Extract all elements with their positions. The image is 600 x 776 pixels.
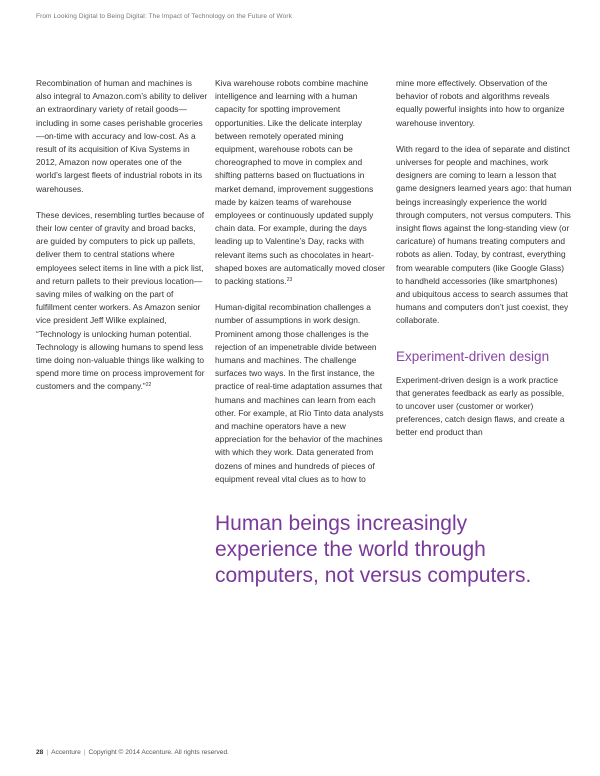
paragraph-text: Kiva warehouse robots combine machine intelligence and learning with a human capacity for spotting improvement opportunities. Like the delicate interplay between remotely operated mining equipment, warehouse robots can be choreographed to move in complex and shifting patterns based on fluctuations in market demand, improvement suggestions made by kaizen teams of warehouse employees or continuously updated supply chain data. For example, during the days leading up to Valentine’s Day, racks with relevant items such as chocolates in heart-shaped boxes are automatically moved closer to packing stations.: [215, 78, 385, 287]
paragraph: With regard to the idea of separate and distinct universes for people and machines, work designers are coming to learn a lesson that game designers learned years ago: that human beings increasingly experience the world through computers, not versus computers. This insight flows against the long-standing view (or caricature) of humans treating computers and robots as alien. Today, by contrast, everything from wearable computers (like Google Glass) to handheld accessories (like smartphones) and ubiquitous access to search assumes that humans and computers don’t just coexist, they collaborate.: [396, 143, 572, 326]
running-header: From Looking Digital to Being Digital: The Impact of Technology on the Future of Work: [36, 13, 292, 20]
footer-brand: Accenture: [51, 749, 81, 756]
body-column-3: [396, 77, 572, 453]
footer-copyright: Copyright © 2014 Accenture. All rights reserved.: [88, 749, 229, 756]
paragraph: [36, 209, 208, 394]
paragraph: Experiment-driven design is a work practice that generates feedback as early as possible, to uncover user (customer or worker) preferences, catch design flaws, and create a better end product than: [396, 374, 565, 438]
paragraph: [215, 77, 387, 288]
page-footer: [36, 749, 229, 756]
page-number: 28: [36, 749, 44, 756]
paragraph: Human-digital recombination challenges a number of assumptions in work design. Prominent among those challenges is the rejection of an impenetrable divide between humans and machines. The challenge surfaces two ways. In the first instance, the practice of real-time adaptation assumes that humans and machines can learn from each other. For example, at Rio Tinto data analysts and machine operators have a new appreciation for the behavior of the machines with which they work. Data generated from dozens of mines and hundreds of pieces of equipment reveal vital clues as to how to: [215, 302, 384, 484]
section-heading: Experiment-driven design: [396, 348, 550, 364]
body-column-2: [215, 77, 387, 499]
footer-separator: |: [83, 749, 86, 756]
paragraph: Recombination of human and machines is also integral to Amazon.com’s ability to deliver an extraordinary variety of retail goods—including in some cases perishable groceries—on-time with accuracy and low-cost. As a result of its acquisition of Kiva Systems in 2012, Amazon now operates one of the world’s largest fleets of industrial robots in its warehouses.: [36, 78, 208, 194]
footnote-ref: 23: [286, 277, 293, 284]
paragraph: mine more effectively. Observation of the behavior of robots and algorithms reveals equally powerful insights into how to organize warehouse inventory.: [396, 78, 565, 128]
footnote-ref: 22: [145, 382, 152, 389]
body-column-1: [36, 77, 208, 407]
paragraph-text: These devices, resembling turtles because of their low center of gravity and broad backs, are guided by computers to pick up pallets, deliver them to central stations where employees select items in line with a pick list, and return pallets to their previous location—saving miles of walking on the part of fulfillment center workers. As Amazon senior vice president Jeff Wilke explained, “Technology is unlocking human potential. Technology is allowing humans to spend less time doing non-valuable things like walking to spend more time on process improvement for customers and the company.”: [36, 209, 205, 392]
pull-quote: Human beings increasingly experience the world through computers, not versus computers.: [215, 512, 532, 587]
footer-separator: |: [46, 749, 49, 756]
